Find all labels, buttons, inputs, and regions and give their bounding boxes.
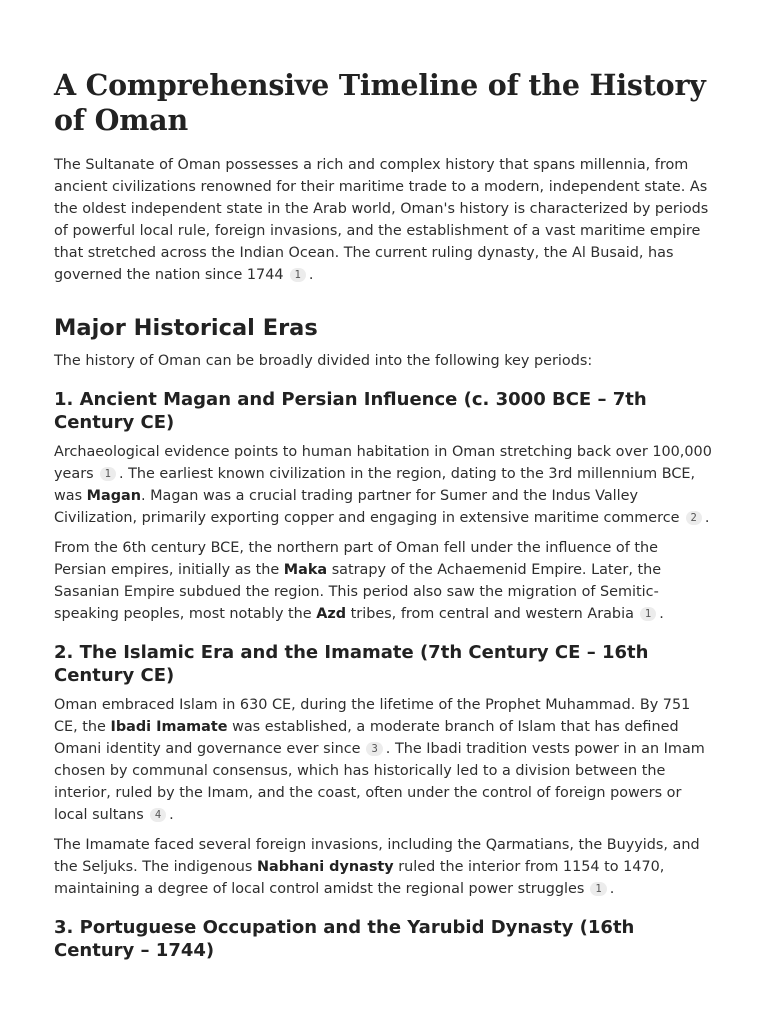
text-span: . The earliest known civilization in the region, dating to the 3rd millennium BCE, was [54,466,696,504]
era-heading-3: 3. Portuguese Occupation and the Yarubid Dynasty (16th Century – 1744) [54,917,635,961]
text-span: Oman embraced Islam in 630 CE, during the lifetime of the Prophet Muhammad. By 751 CE, the [54,697,691,735]
bold-term-azd: Azd [316,606,347,622]
bold-term-maka: Maka [283,562,328,578]
citation-badge[interactable]: 4 [150,808,166,822]
era-heading-2: 2. The Islamic Era and the Imamate (7th Century CE – 16th Century CE) [54,642,649,686]
citation-badge[interactable]: 1 [100,467,116,481]
text-span: tribes, from central and western Arabia [350,606,634,622]
section-heading-major-eras: Major Historical Eras [54,315,318,341]
text-span: . [609,881,615,897]
text-span: satrapy of the Achaemenid Empire. Later, the Sasanian Empire subdued the region. This period also saw the migration of Semitic-speaking peoples, most notably the [54,562,662,622]
citation-badge[interactable]: 1 [640,607,656,621]
citation-badge[interactable]: 2 [686,511,702,525]
text-span: Archaeological evidence points to human habitation in Oman stretching back over 100,000 years [54,444,712,482]
intro-end: . [308,267,314,283]
era1-paragraph-1 [54,441,714,529]
era-heading-1: 1. Ancient Magan and Persian Influence (c. 3000 BCE – 7th Century CE) [54,389,647,433]
text-span: . [659,606,664,622]
era2-paragraph-2 [54,834,714,900]
bold-term-ibadi-imamate: Ibadi Imamate [110,719,228,735]
citation-badge[interactable]: 1 [590,882,606,896]
text-span: . Magan was a crucial trading partner for Sumer and the Indus Valley Civilization, primarily exporting copper and engaging in extensive maritime commerce [54,488,680,526]
era1-paragraph-2 [54,537,714,625]
page-title: A Comprehensive Timeline of the History of Oman [54,68,706,137]
text-span: ruled the interior from 1154 to 1470, maintaining a degree of local control amidst the regional power struggles [54,859,665,897]
intro-text: The Sultanate of Oman possesses a rich and complex history that spans millennia, from ancient civilizations renowned for their maritime trade to a modern, independent state. As the oldest independent state in the Arab world, Oman's history is characterized by periods of powerful local rule, foreign invasions, and the establishment of a vast maritime empire that stretched across the Indian Ocean. The current ruling dynasty, the Al Busaid, has governed the nation since 1744 [54,157,709,283]
text-span: . The Ibadi tradition vests power in an Imam chosen by communal consensus, which has historically led to a division between the interior, ruled by the Imam, and the coast, often under the control of foreign powers or local sultans [54,741,705,823]
text-span: From the 6th century BCE, the northern part of Oman fell under the influence of the Persian empires, initially as the [54,540,658,578]
era2-paragraph-1 [54,694,714,826]
intro-paragraph [54,154,714,286]
text-span: The Imamate faced several foreign invasions, including the Qarmatians, the Buyyids, and the Seljuks. The indigenous [54,837,700,875]
text-span: . [704,510,710,526]
citation-badge[interactable]: 3 [366,742,382,756]
citation-badge[interactable]: 1 [290,268,306,282]
bold-term-nabhani-dynasty: Nabhani dynasty [256,859,394,875]
bold-term-magan: Magan [86,488,141,504]
major-eras-intro: The history of Oman can be broadly divided into the following key periods: [54,353,593,369]
text-span: was established, a moderate branch of Islam that has defined Omani identity and governance ever since [54,719,679,757]
text-span: . [169,807,174,823]
